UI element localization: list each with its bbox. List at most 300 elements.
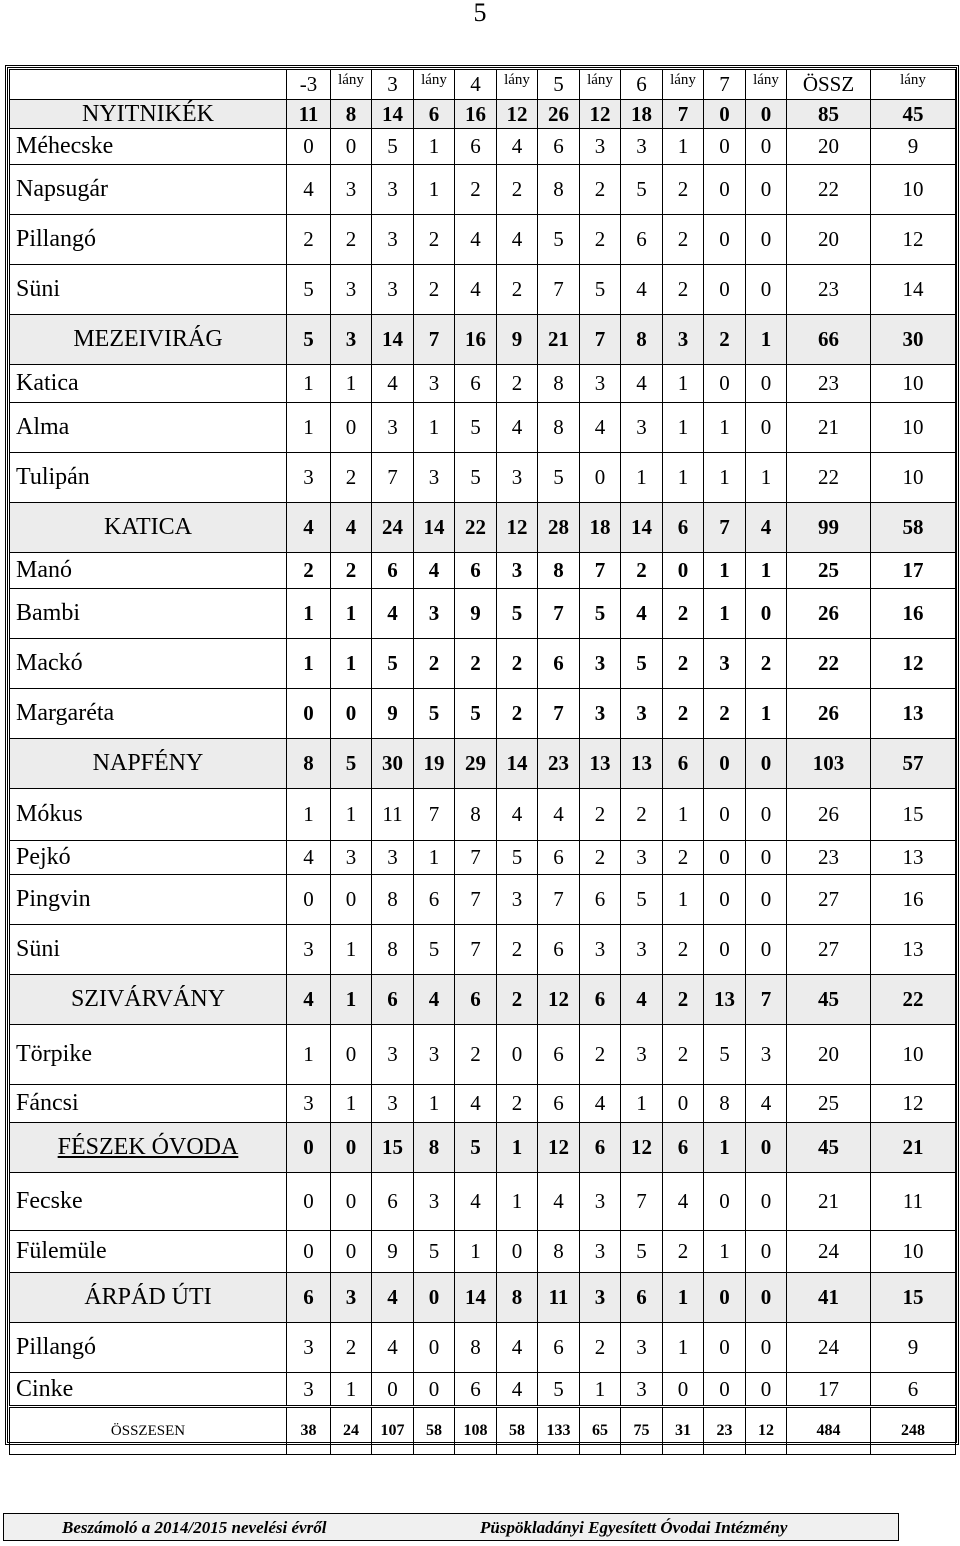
value-cell: 5 (331, 739, 372, 789)
group-row (10, 100, 956, 129)
value-cell: 4 (287, 975, 331, 1025)
value-cell: 23 (704, 1407, 746, 1455)
table-row (10, 403, 956, 453)
value-cell: 0 (746, 1273, 787, 1323)
value-cell: 4 (621, 265, 663, 315)
value-cell: 0 (704, 1173, 746, 1231)
value-cell: 10 (871, 453, 956, 503)
value-cell: 3 (372, 265, 414, 315)
value-cell: 0 (704, 789, 746, 841)
value-cell: 45 (871, 100, 956, 129)
value-cell: 12 (871, 639, 956, 689)
value-cell: 8 (538, 553, 580, 589)
value-cell: 5 (287, 315, 331, 365)
cell-text: Süni (16, 936, 61, 962)
value-cell: 5 (455, 453, 497, 503)
value-cell: 22 (871, 975, 956, 1025)
value-cell: 0 (704, 365, 746, 403)
value-cell: 4 (746, 503, 787, 553)
value-cell: 5 (414, 925, 455, 975)
value-cell: 2 (621, 553, 663, 589)
value-cell: 12 (746, 1407, 787, 1455)
value-cell: 14 (871, 265, 956, 315)
value-cell: 0 (287, 1231, 331, 1273)
value-cell: 1 (663, 453, 704, 503)
value-cell: 6 (621, 215, 663, 265)
table-row (10, 165, 956, 215)
value-cell: 0 (331, 875, 372, 925)
value-cell: 4 (497, 1373, 538, 1407)
value-cell: 2 (331, 215, 372, 265)
value-cell: 4 (746, 1085, 787, 1123)
value-cell: 6 (663, 1123, 704, 1173)
value-cell: 4 (621, 589, 663, 639)
value-cell: 4 (455, 1085, 497, 1123)
value-cell: 1 (704, 1231, 746, 1273)
table-row (10, 1025, 956, 1085)
value-cell: 4 (497, 129, 538, 165)
table-row (10, 1323, 956, 1373)
value-cell: 16 (455, 100, 497, 129)
value-cell: 0 (663, 1373, 704, 1407)
value-cell: 1 (414, 129, 455, 165)
value-cell: 2 (663, 841, 704, 875)
cell-text: NYITNIKÉK (82, 100, 214, 127)
value-cell: 4 (455, 265, 497, 315)
value-cell: 24 (372, 503, 414, 553)
value-cell: 8 (538, 365, 580, 403)
value-cell: 9 (871, 129, 956, 165)
value-cell: 31 (663, 1407, 704, 1455)
value-cell: 6 (414, 875, 455, 925)
value-cell: 12 (871, 1085, 956, 1123)
value-cell: 3 (580, 639, 621, 689)
value-cell: 3 (372, 1085, 414, 1123)
value-cell: 1 (497, 1173, 538, 1231)
value-cell: 27 (787, 875, 871, 925)
value-cell: 2 (497, 265, 538, 315)
value-cell: 21 (871, 1123, 956, 1173)
value-cell: 4 (580, 403, 621, 453)
value-cell: 0 (331, 689, 372, 739)
value-cell: 7 (580, 315, 621, 365)
value-cell: 7 (580, 553, 621, 589)
value-cell: 0 (372, 1373, 414, 1407)
value-cell: 3 (287, 453, 331, 503)
value-cell: 0 (704, 875, 746, 925)
value-cell: 2 (331, 553, 372, 589)
cell-text: Süni (16, 276, 61, 302)
value-cell: 6 (538, 129, 580, 165)
value-cell: 1 (287, 589, 331, 639)
value-cell: 21 (787, 1173, 871, 1231)
value-cell: 5 (455, 689, 497, 739)
group-row (10, 739, 956, 789)
value-cell: 5 (414, 689, 455, 739)
value-cell: 99 (787, 503, 871, 553)
value-cell: 1 (414, 165, 455, 215)
table-row (10, 639, 956, 689)
value-cell: 2 (663, 589, 704, 639)
value-cell: 3 (414, 1025, 455, 1085)
value-cell: 1 (287, 789, 331, 841)
row-name-cell (10, 1323, 287, 1373)
value-cell: 3 (621, 1323, 663, 1373)
total-row (10, 1407, 956, 1455)
cell-text: FÉSZEK ÓVODA (57, 1134, 239, 1160)
cell-text: Fáncsi (16, 1090, 79, 1116)
value-cell: 6 (538, 1085, 580, 1123)
value-cell: 3 (580, 1173, 621, 1231)
value-cell: 7 (704, 503, 746, 553)
value-cell: 10 (871, 365, 956, 403)
value-cell: 2 (663, 689, 704, 739)
group-row (10, 975, 956, 1025)
value-cell: 5 (414, 1231, 455, 1273)
value-cell: 45 (787, 1123, 871, 1173)
value-cell: 3 (580, 1273, 621, 1323)
value-cell: 2 (455, 165, 497, 215)
row-name-cell (10, 841, 287, 875)
row-name-cell (10, 639, 287, 689)
value-cell: 4 (621, 975, 663, 1025)
header-cell: 6 (621, 70, 663, 100)
value-cell: 4 (497, 403, 538, 453)
value-cell: 6 (580, 975, 621, 1025)
value-cell: 5 (621, 1231, 663, 1273)
value-cell: 6 (372, 1173, 414, 1231)
value-cell: 3 (497, 553, 538, 589)
value-cell: 9 (372, 689, 414, 739)
value-cell: 26 (787, 789, 871, 841)
footer-institution-name: Püspökladányi Egyesített Óvodai Intézmény (480, 1518, 788, 1537)
value-cell: 3 (331, 1273, 372, 1323)
value-cell: 3 (580, 925, 621, 975)
value-cell: 0 (746, 1323, 787, 1373)
value-cell: 1 (704, 1123, 746, 1173)
group-name-cell (10, 975, 287, 1025)
value-cell: 6 (455, 975, 497, 1025)
page-footer (3, 1513, 899, 1541)
value-cell: 26 (787, 689, 871, 739)
cell-text: Pillangó (16, 226, 97, 252)
value-cell: 2 (663, 165, 704, 215)
value-cell: 0 (331, 1123, 372, 1173)
cell-text: Cinke (16, 1375, 74, 1402)
value-cell: 0 (746, 1123, 787, 1173)
value-cell: 0 (746, 739, 787, 789)
value-cell: 15 (372, 1123, 414, 1173)
value-cell: 1 (704, 589, 746, 639)
row-name-cell (10, 553, 287, 589)
value-cell: 1 (663, 789, 704, 841)
group-row (10, 503, 956, 553)
value-cell: 9 (871, 1323, 956, 1373)
value-cell: 14 (455, 1273, 497, 1323)
value-cell: 7 (455, 875, 497, 925)
value-cell: 0 (746, 1173, 787, 1231)
value-cell: 58 (497, 1407, 538, 1455)
value-cell: 0 (287, 689, 331, 739)
value-cell: 0 (331, 1025, 372, 1085)
table-row (10, 365, 956, 403)
value-cell: 4 (497, 789, 538, 841)
value-cell: 3 (331, 841, 372, 875)
value-cell: 21 (787, 403, 871, 453)
value-cell: 6 (580, 1123, 621, 1173)
cell-text: Alma (16, 414, 70, 440)
value-cell: 484 (787, 1407, 871, 1455)
value-cell: 1 (580, 1373, 621, 1407)
value-cell: 4 (287, 503, 331, 553)
value-cell: 0 (663, 553, 704, 589)
value-cell: 6 (538, 841, 580, 875)
value-cell: 8 (621, 315, 663, 365)
value-cell: 14 (414, 503, 455, 553)
table-row (10, 265, 956, 315)
value-cell: 0 (704, 100, 746, 129)
value-cell: 5 (538, 215, 580, 265)
value-cell: 16 (871, 589, 956, 639)
cell-text: Fecske (16, 1188, 83, 1214)
value-cell: 11 (287, 100, 331, 129)
value-cell: 2 (497, 639, 538, 689)
value-cell: 5 (372, 129, 414, 165)
value-cell: 1 (746, 453, 787, 503)
header-cell: lány (497, 70, 538, 100)
group-name-cell (10, 739, 287, 789)
value-cell: 108 (455, 1407, 497, 1455)
value-cell: 4 (455, 215, 497, 265)
table-row (10, 1373, 956, 1407)
cell-text: Katica (16, 370, 79, 396)
value-cell: 0 (287, 1123, 331, 1173)
cell-text: Törpike (16, 1041, 92, 1067)
value-cell: 5 (621, 165, 663, 215)
value-cell: 13 (621, 739, 663, 789)
value-cell: 16 (871, 875, 956, 925)
cell-text: Margaréta (16, 700, 115, 726)
cell-text: SZIVÁRVÁNY (70, 986, 226, 1012)
value-cell: 22 (787, 639, 871, 689)
value-cell: 6 (455, 365, 497, 403)
value-cell: 0 (663, 1085, 704, 1123)
value-cell: 4 (331, 503, 372, 553)
value-cell: 3 (372, 215, 414, 265)
value-cell: 6 (663, 739, 704, 789)
value-cell: 3 (372, 165, 414, 215)
row-name-cell (10, 453, 287, 503)
value-cell: 1 (704, 453, 746, 503)
table-row (10, 589, 956, 639)
value-cell: 107 (372, 1407, 414, 1455)
value-cell: 1 (663, 1273, 704, 1323)
value-cell: 2 (455, 1025, 497, 1085)
value-cell: 22 (455, 503, 497, 553)
cell-text: KATICA (104, 514, 192, 540)
value-cell: 0 (414, 1323, 455, 1373)
value-cell: 20 (787, 129, 871, 165)
value-cell: 0 (287, 875, 331, 925)
cell-text: Napsugár (16, 176, 108, 202)
value-cell: 6 (538, 639, 580, 689)
table-row (10, 1231, 956, 1273)
value-cell: 2 (580, 215, 621, 265)
header-cell: lány (580, 70, 621, 100)
value-cell: 5 (372, 639, 414, 689)
value-cell: 2 (414, 639, 455, 689)
value-cell: 7 (663, 100, 704, 129)
value-cell: 3 (287, 1373, 331, 1407)
value-cell: 12 (621, 1123, 663, 1173)
value-cell: 0 (704, 215, 746, 265)
value-cell: 3 (580, 129, 621, 165)
header-cell: -3 (287, 70, 331, 100)
value-cell: 3 (372, 841, 414, 875)
value-cell: 6 (538, 1323, 580, 1373)
group-name-cell (10, 503, 287, 553)
row-name-cell (10, 689, 287, 739)
value-cell: 0 (746, 875, 787, 925)
value-cell: 9 (372, 1231, 414, 1273)
value-cell: 2 (746, 639, 787, 689)
page-number: 5 (473, 0, 487, 27)
value-cell: 1 (331, 639, 372, 689)
row-name-cell (10, 925, 287, 975)
value-cell: 0 (704, 1323, 746, 1373)
value-cell: 3 (331, 315, 372, 365)
value-cell: 1 (331, 1085, 372, 1123)
value-cell: 7 (372, 453, 414, 503)
value-cell: 2 (580, 841, 621, 875)
header-cell: lány (331, 70, 372, 100)
value-cell: 11 (871, 1173, 956, 1231)
value-cell: 8 (538, 1231, 580, 1273)
value-cell: 23 (787, 365, 871, 403)
value-cell: 2 (704, 689, 746, 739)
cell-text: MEZEIVIRÁG (73, 326, 223, 352)
value-cell: 3 (414, 365, 455, 403)
table-row (10, 875, 956, 925)
value-cell: 1 (287, 365, 331, 403)
value-cell: 8 (455, 789, 497, 841)
value-cell: 17 (787, 1373, 871, 1407)
value-cell: 3 (331, 165, 372, 215)
cell-text: Pejkó (16, 844, 71, 870)
value-cell: 2 (663, 265, 704, 315)
value-cell: 66 (787, 315, 871, 365)
value-cell: 1 (287, 403, 331, 453)
value-cell: 7 (621, 1173, 663, 1231)
cell-text: Fülemüle (16, 1238, 107, 1264)
header-row (10, 70, 956, 100)
row-name-cell (10, 1173, 287, 1231)
value-cell: 4 (414, 553, 455, 589)
value-cell: 3 (414, 589, 455, 639)
value-cell: 10 (871, 1025, 956, 1085)
value-cell: 1 (414, 403, 455, 453)
value-cell: 12 (580, 100, 621, 129)
group-name-cell (10, 1123, 287, 1173)
value-cell: 4 (580, 1085, 621, 1123)
value-cell: 20 (787, 1025, 871, 1085)
value-cell: 2 (287, 215, 331, 265)
value-cell: 11 (372, 789, 414, 841)
table-row (10, 215, 956, 265)
value-cell: 12 (497, 100, 538, 129)
value-cell: 9 (497, 315, 538, 365)
value-cell: 1 (663, 365, 704, 403)
value-cell: 23 (787, 265, 871, 315)
value-cell: 0 (704, 265, 746, 315)
value-cell: 5 (621, 875, 663, 925)
value-cell: 15 (871, 1273, 956, 1323)
value-cell: 2 (663, 925, 704, 975)
value-cell: 5 (287, 265, 331, 315)
value-cell: 8 (704, 1085, 746, 1123)
value-cell: 4 (497, 1323, 538, 1373)
value-cell: 14 (372, 100, 414, 129)
cell-text: ÁRPÁD ÚTI (84, 1284, 212, 1310)
header-cell: lány (414, 70, 455, 100)
value-cell: 2 (414, 265, 455, 315)
row-name-cell (10, 165, 287, 215)
value-cell: 27 (787, 925, 871, 975)
value-cell: 3 (746, 1025, 787, 1085)
value-cell: 3 (621, 689, 663, 739)
value-cell: 13 (580, 739, 621, 789)
value-cell: 1 (414, 841, 455, 875)
value-cell: 2 (497, 975, 538, 1025)
group-row (10, 1273, 956, 1323)
value-cell: 0 (704, 841, 746, 875)
value-cell: 103 (787, 739, 871, 789)
value-cell: 19 (414, 739, 455, 789)
value-cell: 1 (663, 129, 704, 165)
value-cell: 5 (704, 1025, 746, 1085)
value-cell: 12 (871, 215, 956, 265)
value-cell: 6 (580, 875, 621, 925)
value-cell: 1 (663, 1323, 704, 1373)
value-cell: 0 (746, 403, 787, 453)
value-cell: 6 (414, 100, 455, 129)
value-cell: 3 (414, 453, 455, 503)
value-cell: 6 (287, 1273, 331, 1323)
value-cell: 3 (663, 315, 704, 365)
table-row (10, 1173, 956, 1231)
table-row (10, 129, 956, 165)
value-cell: 1 (663, 403, 704, 453)
value-cell: 2 (455, 639, 497, 689)
cell-text: Tulipán (16, 464, 90, 490)
value-cell: 2 (287, 553, 331, 589)
value-cell: 18 (621, 100, 663, 129)
value-cell: 2 (663, 639, 704, 689)
value-cell: 1 (704, 403, 746, 453)
group-name-cell (10, 1273, 287, 1323)
value-cell: 25 (787, 553, 871, 589)
row-name-cell (10, 129, 287, 165)
value-cell: 6 (372, 975, 414, 1025)
header-cell: 4 (455, 70, 497, 100)
value-cell: 3 (580, 1231, 621, 1273)
header-cell: 3 (372, 70, 414, 100)
cell-text: Mackó (16, 650, 83, 676)
value-cell: 7 (538, 265, 580, 315)
value-cell: 65 (580, 1407, 621, 1455)
value-cell: 0 (746, 841, 787, 875)
value-cell: 10 (871, 165, 956, 215)
